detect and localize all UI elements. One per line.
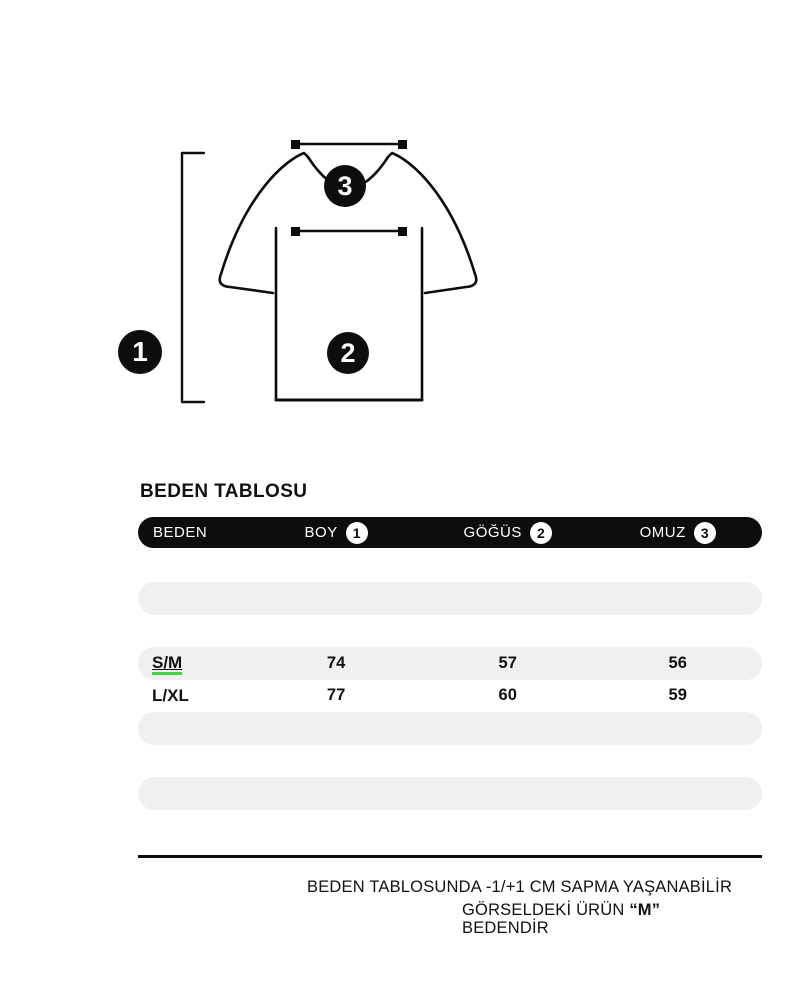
model-size-value: “M”: [629, 901, 661, 919]
measure-badge-shoulder: 3: [324, 165, 366, 207]
table-row-empty: [138, 615, 762, 648]
table-row-empty: [138, 777, 762, 810]
column-badge-1-icon: 1: [346, 522, 368, 544]
size-table-header: [138, 517, 762, 548]
model-size-note-continued: BEDENDİR: [462, 919, 549, 937]
table-row-empty: [138, 745, 762, 778]
omuz-cell: 56: [668, 653, 687, 672]
measure-badge-length: 1: [118, 330, 162, 374]
table-row-empty: [138, 582, 762, 615]
boy-cell: 74: [326, 653, 346, 672]
column-header-beden: [138, 524, 250, 541]
size-table: [138, 517, 762, 810]
size-table-body: [138, 582, 762, 810]
table-row: [138, 680, 762, 713]
left-sleeve: [220, 153, 308, 293]
size-table-title: BEDEN TABLOSU: [140, 481, 308, 502]
column-label: OMUZ: [639, 524, 686, 541]
length-bracket: [182, 153, 204, 402]
model-size-note: [462, 901, 660, 920]
tshirt-outline-drawing: [100, 80, 500, 420]
table-row: [138, 647, 762, 680]
column-header-gogus: [422, 522, 594, 544]
column-header-boy: [250, 522, 422, 544]
size-cell: L/XL: [152, 685, 189, 705]
measure-badge-chest: 2: [327, 332, 369, 374]
column-header-omuz: [594, 522, 762, 544]
tolerance-note: BEDEN TABLOSUNDA -1/+1 CM SAPMA YAŞANABİLİR: [307, 878, 733, 896]
gogus-cell: 60: [498, 686, 517, 705]
column-badge-3-icon: 3: [694, 522, 716, 544]
chest-line-end-left: [291, 227, 300, 236]
size-cell: [138, 653, 250, 673]
model-size-note-text: GÖRSELDEKİ ÜRÜN: [462, 901, 630, 919]
column-label: GÖĞÜS: [463, 524, 522, 541]
table-row-empty: [138, 712, 762, 745]
column-badge-2-icon: 2: [530, 522, 552, 544]
gogus-cell: 57: [498, 653, 517, 672]
omuz-cell: 59: [668, 686, 687, 705]
size-label: S/M: [152, 653, 182, 675]
footer-divider: [138, 855, 762, 858]
column-label: BEDEN: [153, 524, 208, 541]
right-sleeve: [388, 153, 476, 293]
shoulder-line-end-left: [291, 140, 300, 149]
column-label: BOY: [304, 524, 338, 541]
boy-cell: 77: [326, 686, 346, 705]
tshirt-measurement-diagram: [100, 80, 500, 420]
shoulder-line-end-right: [398, 140, 407, 149]
chest-line-end-right: [398, 227, 407, 236]
